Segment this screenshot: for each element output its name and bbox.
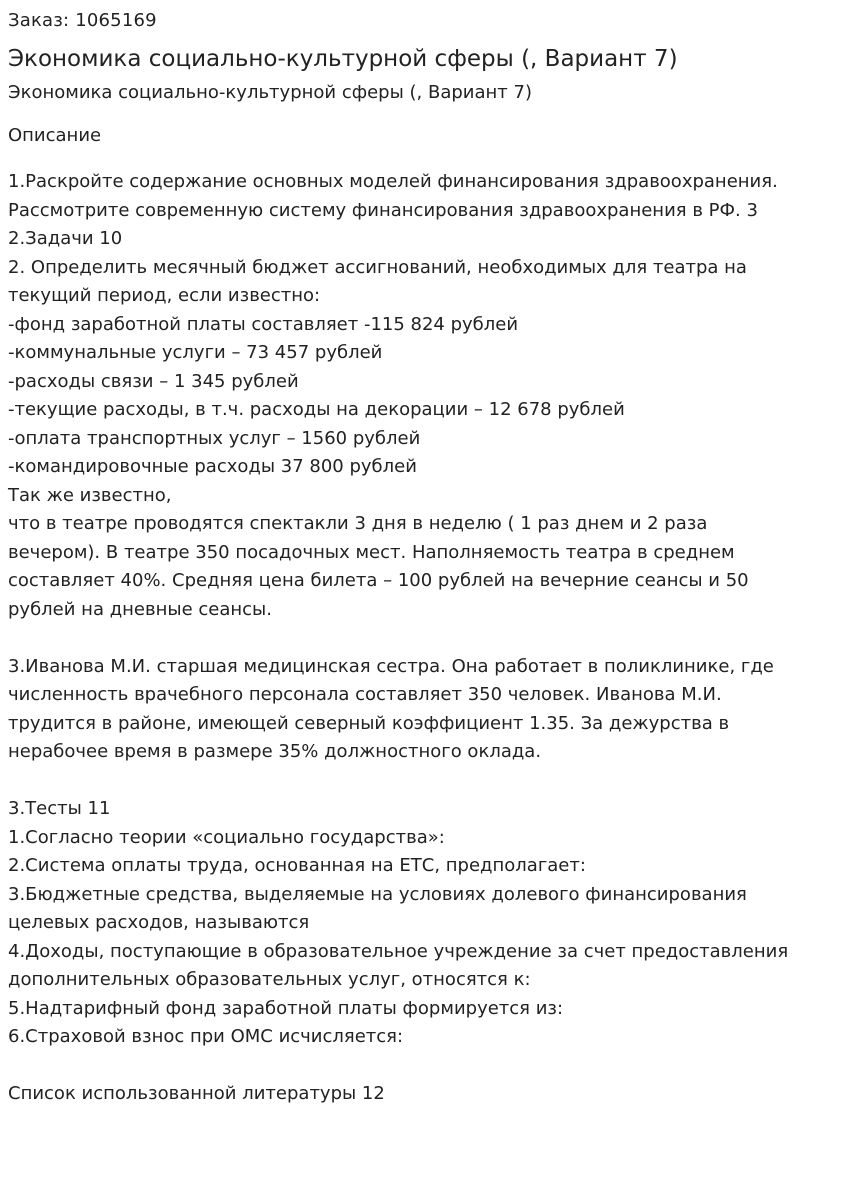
description-line: 4.Доходы, поступающие в образовательное учреждение за счет предоставления <box>8 940 789 962</box>
description-line: целевых расходов, называются <box>8 912 310 933</box>
description-line: -командировочные расходы 37 800 рублей <box>8 456 417 477</box>
description-line: 2.Система оплаты труда, основанная на ЕТС, предполагает: <box>8 855 586 876</box>
page-title: Экономика социально-культурной сферы (, Вариант 7) <box>8 46 678 72</box>
description-line: дополнительных образовательных услуг, относятся к: <box>8 969 531 990</box>
description-line: Так же известно, <box>8 484 172 506</box>
description-line: рублей на дневные сеансы. <box>8 598 272 620</box>
description-line: что в театре проводятся спектакли 3 дня в неделю ( 1 раз днем и 2 раза <box>8 513 708 534</box>
description-line: 2. Определить месячный бюджет ассигнований, необходимых для театра на <box>8 256 747 278</box>
page-subtitle: Экономика социально-культурной сферы (, Вариант 7) <box>8 82 532 103</box>
description-line: трудится в районе, имеющей северный коэффициент 1.35. За дежурства в <box>8 712 730 734</box>
description-line: Список использованной литературы 12 <box>8 1083 385 1104</box>
description-line: нерабочее время в размере 35% должностного оклада. <box>8 741 542 762</box>
description-line: численность врачебного персонала составляет 350 человек. Иванова М.И. <box>8 684 722 705</box>
description-line <box>8 767 839 796</box>
description-body <box>8 168 839 1109</box>
description-line: -текущие расходы, в т.ч. расходы на декорации – 12 678 рублей <box>8 399 625 420</box>
document-page <box>0 9 847 1109</box>
description-line: 3.Тесты 11 <box>8 798 111 819</box>
description-line: -фонд заработной платы составляет -115 824 рублей <box>8 313 519 335</box>
description-line: 1.Согласно теории «социально государства»: <box>8 826 445 848</box>
description-line: -оплата транспортных услуг – 1560 рублей <box>8 427 421 449</box>
description-line: Рассмотрите современную систему финансирования здравоохранения в РФ. 3 <box>8 199 758 221</box>
description-line: текущий период, если известно: <box>8 285 321 306</box>
description-line: 3.Иванова М.И. старшая медицинская сестра. Она работает в поликлинике, где <box>8 655 774 677</box>
description-line: составляет 40%. Средняя цена билета – 100 рублей на вечерние сеансы и 50 <box>8 570 749 591</box>
description-line <box>8 1052 839 1081</box>
description-heading: Описание <box>8 125 102 146</box>
description-line: 5.Надтарифный фонд заработной платы формируется из: <box>8 997 564 1019</box>
order-number: Заказ: 1065169 <box>8 10 157 31</box>
description-line: 6.Страховой взнос при ОМС исчисляется: <box>8 1026 404 1047</box>
description-line: -коммунальные услуги – 73 457 рублей <box>8 342 383 363</box>
description-line: вечером). В театре 350 посадочных мест. Наполняемость театра в среднем <box>8 541 735 563</box>
description-line: 3.Бюджетные средства, выделяемые на условиях долевого финансирования <box>8 883 747 905</box>
description-line: 1.Раскройте содержание основных моделей финансирования здравоохранения. <box>8 171 778 192</box>
description-line <box>8 624 839 653</box>
description-line: -расходы связи – 1 345 рублей <box>8 370 299 392</box>
description-line: 2.Задачи 10 <box>8 228 123 249</box>
